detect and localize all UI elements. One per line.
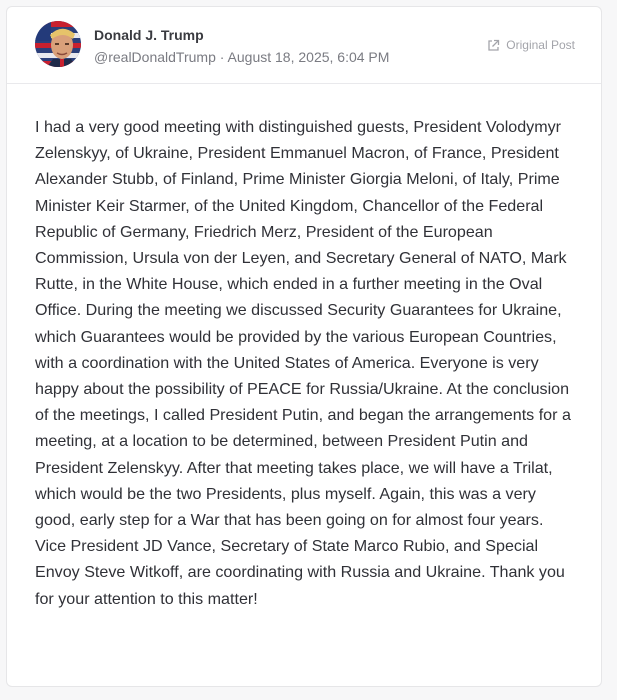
avatar[interactable] (35, 21, 81, 67)
post-header (7, 7, 601, 84)
author-handle[interactable]: @realDonaldTrump (94, 49, 216, 65)
post-card (6, 6, 602, 687)
author-name[interactable]: Donald J. Trump (94, 27, 204, 43)
original-post-label: Original Post (506, 38, 575, 52)
external-link-icon (487, 39, 500, 52)
meta-separator: · (219, 49, 225, 65)
post-meta (94, 48, 389, 66)
original-post-link[interactable] (487, 38, 575, 52)
post-timestamp[interactable]: August 18, 2025, 6:04 PM (227, 49, 390, 65)
author-block (94, 26, 389, 66)
avatar-image (35, 21, 81, 67)
post-body: I had a very good meeting with distinguished guests, President Volodymyr Zelenskyy, of Ukraine, President Emmanuel Macron, of France, President Alexander Stubb, of Finland, Prime Minister Giorgia Meloni, of Italy, Prime Minister Keir Starmer, of the United Kingdom, Chancellor of the Federal Republic of Germany, Friedrich Merz, President of the European Commission, Ursula von der Leyen, and Secretary General of NATO, Mark Rutte, in the White House, which ended in a further meeting in the Oval Office. During the meeting we discussed Security Guarantees for Ukraine, which Guarantees would be provided by the various European Countries, with a coordination with the United States of America. Everyone is very happy about the possibility of PEACE for Russia/Ukraine. At the conclusion of the meetings, I called President Putin, and began the arrangements for a meeting, at a location to be determined, between President Putin and President Zelenskyy. After that meeting takes place, we will have a Trilat, which would be the two Presidents, plus myself. Again, this was a very good, early step for a War that has been going on for almost four years. Vice President JD Vance, Secretary of State Marco Rubio, and Special Envoy Steve Witkoff, are coordinating with Russia and Ukraine. Thank you for your attention to this matter! (35, 118, 571, 608)
